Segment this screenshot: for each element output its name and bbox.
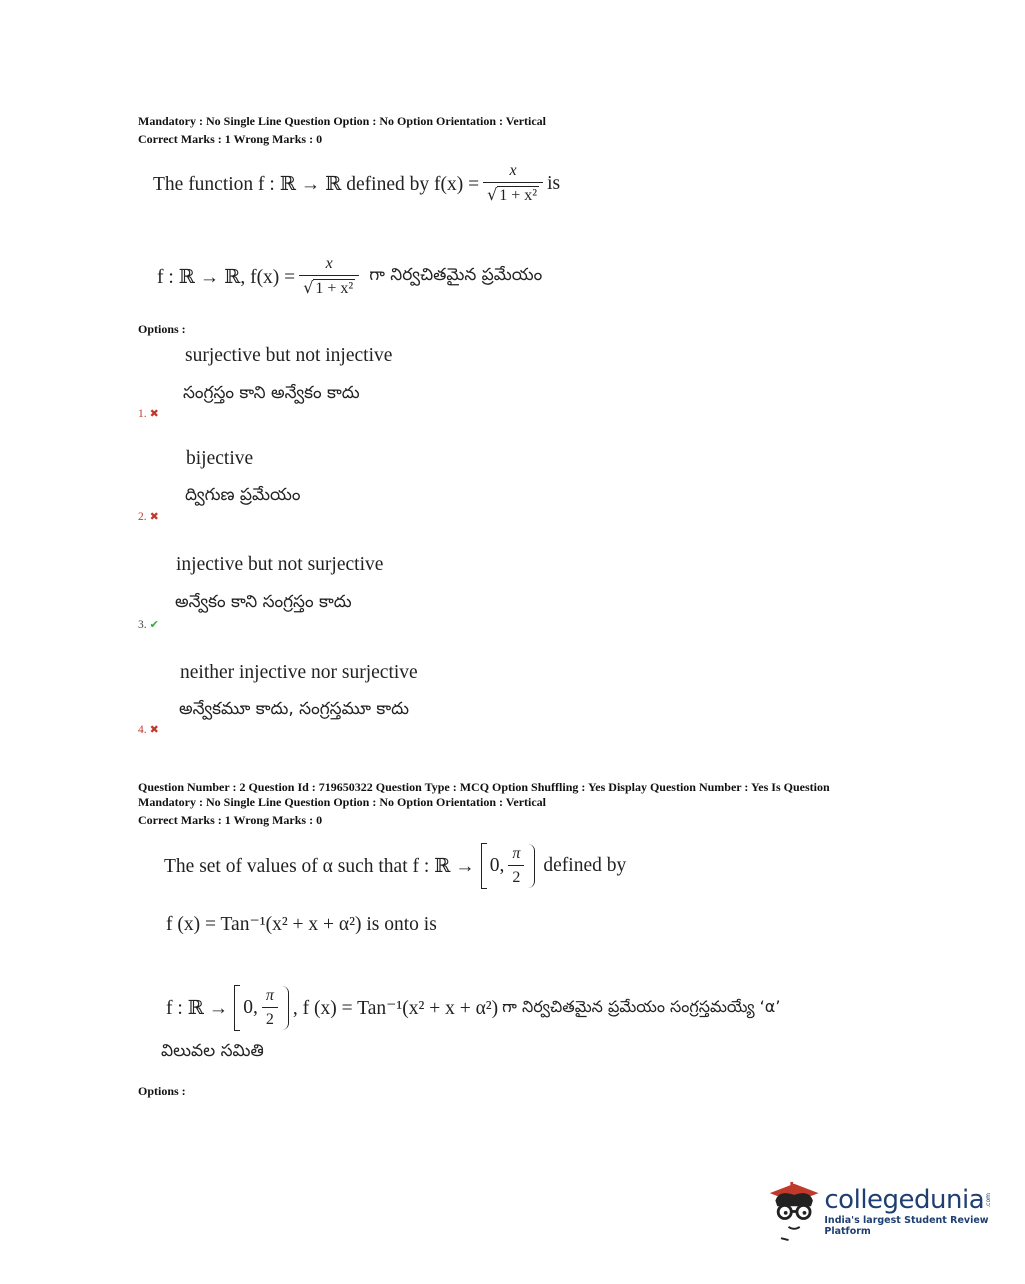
q1-option-4-english: neither injective nor surjective	[180, 662, 418, 683]
logo-wordmark: collegedunia	[824, 1185, 985, 1215]
q2-stem-en-pre: The set of values of α such that f : ℝ →	[164, 856, 475, 877]
q2-te-interval-numerator: π	[262, 985, 278, 1008]
cross-icon: ✖	[149, 723, 159, 736]
q1-stem-te-post: గా నిర్వచితమైన ప్రమేయం	[369, 265, 543, 285]
q1-stem-te-numerator: x	[299, 253, 359, 276]
q2-interval-fraction	[508, 843, 524, 890]
q1-option-2-english: bijective	[186, 448, 254, 469]
q1-stem-en-pre: The function f : ℝ → ℝ defined by f(x) =	[153, 174, 480, 195]
q1-option-1-marker	[138, 407, 159, 420]
q2-interval-denominator: 2	[512, 868, 521, 886]
q1-option-3-number: 3.	[138, 619, 147, 631]
q1-option-1-number: 1.	[138, 408, 147, 420]
q1-option-2-number: 2.	[138, 511, 147, 523]
q2-te-interval-lower: 0,	[243, 997, 258, 1018]
left-bracket-icon	[234, 985, 240, 1031]
q2-interval-numerator: π	[508, 843, 524, 866]
q1-stem-en-numerator: x	[483, 160, 543, 183]
q1-option-3-english: injective but not surjective	[176, 554, 384, 575]
collegedunia-logo	[766, 1176, 1025, 1246]
q1-meta-line2: Correct Marks : 1 Wrong Marks : 0	[138, 132, 323, 146]
q1-option-3-telugu: అన్వేకం కాని సంగ్రస్తం కాదు	[175, 592, 352, 612]
q2-meta-line3: Correct Marks : 1 Wrong Marks : 0	[138, 813, 323, 827]
q2-interval-lower: 0,	[489, 855, 505, 876]
q2-te-interval-denominator: 2	[265, 1010, 274, 1028]
q1-stem-te-fraction: $\frac{x}{\text{√ 1 + x²}}$	[299, 253, 359, 301]
logo-com: .com	[985, 1192, 993, 1208]
q2-stem-english-line1	[164, 838, 626, 894]
q2-te-interval-fraction	[262, 985, 278, 1032]
q1-stem-en-post: is	[547, 173, 561, 194]
cross-icon: ✖	[149, 407, 159, 420]
q2-options-label: Options :	[138, 1084, 186, 1098]
q1-option-4-number: 4.	[138, 724, 147, 736]
check-icon: ✔	[149, 618, 159, 631]
q1-stem-te-denominator: 1 + x²	[315, 280, 354, 297]
q1-option-4-marker	[138, 723, 159, 736]
q2-stem-en-post: defined by	[543, 855, 627, 876]
q1-option-2-telugu: ద్విగుణ ప్రమేయం	[185, 485, 301, 505]
q1-options-label: Options :	[138, 322, 186, 336]
q1-stem-en-fraction: $\frac{x}{\text{√ 1 + x²}}$	[483, 160, 543, 208]
q1-option-1-telugu: సంగ్రస్తం కాని అన్వేకం కాదు	[183, 383, 360, 403]
q1-stem-telugu	[157, 248, 542, 306]
q1-meta-line1: Mandatory : No Single Line Question Option : No Option Orientation : Vertical	[138, 114, 547, 128]
q2-stem-telugu-line2: విలువల సమితి	[161, 1041, 264, 1061]
q2-stem-te-mid: , f (x) = Tan⁻¹(x² + x + α²)	[292, 998, 499, 1019]
q1-option-4-telugu: అన్వేకమూ కాదు, సంగ్రస్తమూ కాదు	[179, 699, 409, 719]
q2-meta-line1: Question Number : 2 Question Id : 719650322 Question Type : MCQ Option Shuffling : Yes Display Question Number : Yes Is Question	[138, 780, 830, 794]
logo-tagline: India's largest Student Review Platform	[824, 1215, 989, 1237]
left-bracket-icon	[481, 843, 487, 889]
q2-stem-english-line2: f (x) = Tan⁻¹(x² + x + α²) is onto is	[166, 914, 437, 935]
q2-meta-line2: Mandatory : No Single Line Question Option : No Option Orientation : Vertical	[138, 795, 547, 809]
q1-stem-en-denominator: 1 + x²	[499, 187, 538, 204]
q1-stem-te-pre: f : ℝ → ℝ, f(x) =	[157, 267, 296, 288]
q2-stem-te-post: గా నిర్వచితమైన ప్రమేయం సంగ్రస్తమయ్యే ‘α’	[502, 996, 781, 1016]
q1-stem-english	[153, 155, 560, 213]
q1-option-3-marker	[138, 618, 159, 631]
right-paren-icon	[528, 844, 535, 888]
q2-stem-telugu-line1	[166, 980, 780, 1036]
cross-icon: ✖	[149, 510, 159, 523]
q1-option-2-marker	[138, 510, 159, 523]
right-paren-icon	[282, 986, 289, 1030]
student-mascot-icon	[766, 1176, 820, 1246]
q1-option-1-english: surjective but not injective	[185, 345, 393, 366]
q2-stem-te-pre: f : ℝ →	[166, 998, 229, 1019]
